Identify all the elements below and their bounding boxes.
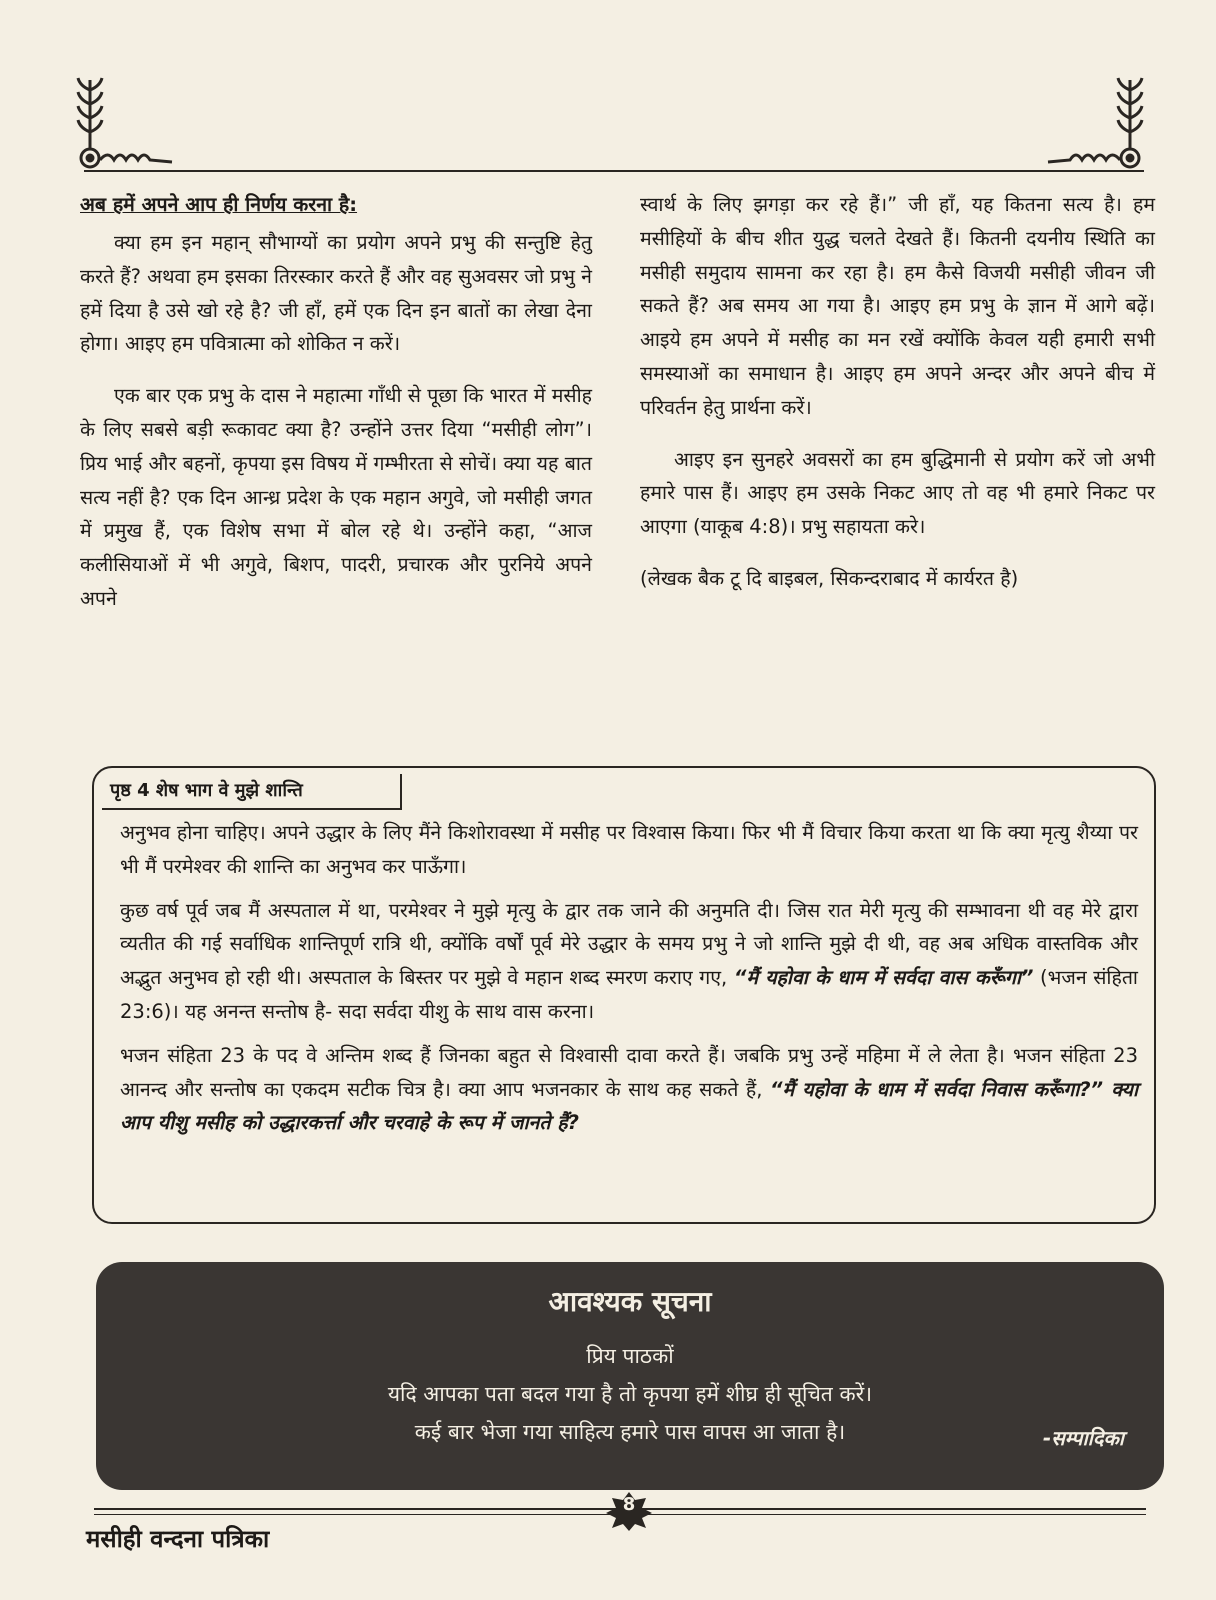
paragraph: स्वार्थ के लिए झगड़ा कर रहे हैं।” जी हाँ, यह कितना सत्य है। हम मसीहियों के बीच शीत युद्ध चलते देखते हैं। कितनी दयनीय स्थिति का मसीही समुदाय सामना कर रहा है। हम कैसे विजयी मसीही जीवन जी सकते हैं? अब समय आ गया है। आइए हम प्रभु के ज्ञान में आगे बढ़ें। आइये हम अपने में मसीह का मन रखें क्योंकि केवल यही हमारी सभी समस्याओं का समाधान है। आइए हम अपने अन्दर और अपने बीच में परिवर्तन हेतु प्रार्थना करें। bbox=[640, 193, 1155, 419]
paragraph: आइए इन सुनहरे अवसरों का हम बुद्धिमानी से प्रयोग करें जो अभी हमारे पास हैं। आइए हम उसके निकट आए तो वह भी हमारे निकट पर आएगा (याकूब 4:8)। प्रभु सहायता करे। bbox=[640, 447, 1155, 539]
text-run: (भजन संहिता 23:6)। यह अनन्त सन्तोष है- सदा सर्वदा यीशु के साथ वास करना। bbox=[120, 966, 1138, 1023]
leaf-ornament-left-icon bbox=[72, 68, 182, 178]
continuation-label: पृष्ठ 4 शेष भाग वे मुझे शान्ति bbox=[102, 774, 402, 810]
leaf-ornament-right-icon bbox=[1040, 68, 1150, 178]
author-note: (लेखक बैक टू दि बाइबल, सिकन्दराबाद में कार्यरत है) bbox=[640, 566, 1019, 590]
notice-box bbox=[96, 1262, 1164, 1490]
notice-line: कई बार भेजा गया साहित्य हमारे पास वापस आ जाता है। bbox=[414, 1420, 846, 1444]
right-column bbox=[640, 188, 1155, 614]
scripture-quote: “मैं यहोवा के धाम में सर्वदा निवास करूँगा?” क्या आप यीशु मसीह को उद्धारकर्त्ता और चरवाहे के रूप में जानते हैं? bbox=[120, 1077, 1138, 1135]
paragraph: अनुभव होना चाहिए। अपने उद्धार के लिए मैंने किशोरावस्था में मसीह पर विश्वास किया। फिर भी मैं विचार किया करता था कि क्या मृत्यु शैय्या पर भी मैं परमेश्वर की शान्ति का अनुभव कर पाऊँगा। bbox=[120, 821, 1138, 878]
notice-line: यदि आपका पता बदल गया है तो कृपया हमें शीघ्र ही सूचित करें। bbox=[387, 1382, 873, 1406]
section-heading: अब हमें अपने आप ही निर्णय करना है: bbox=[80, 193, 358, 216]
paragraph bbox=[120, 894, 1138, 1029]
notice-title: आवश्यक सूचना bbox=[548, 1285, 712, 1318]
paragraph bbox=[120, 1039, 1138, 1140]
notice-greeting: प्रिय पाठकों bbox=[586, 1344, 674, 1368]
header-rule bbox=[84, 170, 1144, 172]
text-run: भजन संहिता 23 के पद वे अन्तिम शब्द हैं जिनका बहुत से विश्वासी दावा करते हैं। जबकि प्रभु उन्हें महिमा में ले लेता है। भजन संहिता 23 आनन्द और सन्तोष का एकदम सटीक चित्र है। क्या आप भजनकार के साथ कह सकते हैं, bbox=[120, 1043, 1138, 1101]
footer-title: मसीही वन्दना पत्रिका bbox=[86, 1525, 270, 1553]
notice-signature: -सम्पादिका bbox=[1042, 1426, 1124, 1450]
scripture-quote: “मैं यहोवा के धाम में सर्वदा वास करूँगा” bbox=[733, 966, 1034, 990]
text-run: कुछ वर्ष पूर्व जब मैं अस्पताल में था, परमेश्वर ने मुझे मृत्यु के द्वार तक जाने की अनुमति दी। जिस रात मेरी मृत्यु की सम्भावना थी वह मेरे द्वारा व्यतीत की गई सर्वाधिक शान्तिपूर्ण रात्रि थी, क्योंकि वर्षों पूर्व मेरे उद्धार के समय प्रभु ने जो शान्ति मुझे दी थी, वह अब अधिक वास्तविक और अद्भुत अनुभव हो रही थी। अस्पताल के बिस्तर पर मुझे वे महान शब्द स्मरण कराए गए, bbox=[120, 898, 1138, 990]
paragraph: एक बार एक प्रभु के दास ने महात्मा गाँधी से पूछा कि भारत में मसीह के लिए सबसे बड़ी रूकावट क्या है? उन्होंने उत्तर दिया “मसीही लोग”। प्रिय भाई और बहनों, कृपया इस विषय में गम्भीरता से सोचें। क्या यह बात सत्य नहीं है? एक दिन आन्ध्र प्रदेश के एक महान अगुवे, जो मसीही जगत में प्रमुख हैं, एक विशेष सभा में बोल रहे थे। उन्होंने कहा, “आज कलीसियाओं में भी अगुवे, बिशप, पादरी, प्रचारक और पुरनिये अपने अपने bbox=[80, 384, 592, 610]
page-number: 8 bbox=[622, 1494, 636, 1515]
continuation-text bbox=[120, 816, 1138, 1150]
left-column bbox=[80, 188, 592, 634]
paragraph: क्या हम इन महान् सौभाग्यों का प्रयोग अपने प्रभु की सन्तुष्टि हेतु करते हैं? अथवा हम इसका तिरस्कार करते हैं और वह सुअवसर जो प्रभु ने हमें दिया है उसे खो रहे है? जी हाँ, हमें एक दिन इन बातों का लेखा देना होगा। आइए हम पवित्रात्मा को शोकित न करें। bbox=[80, 231, 592, 356]
